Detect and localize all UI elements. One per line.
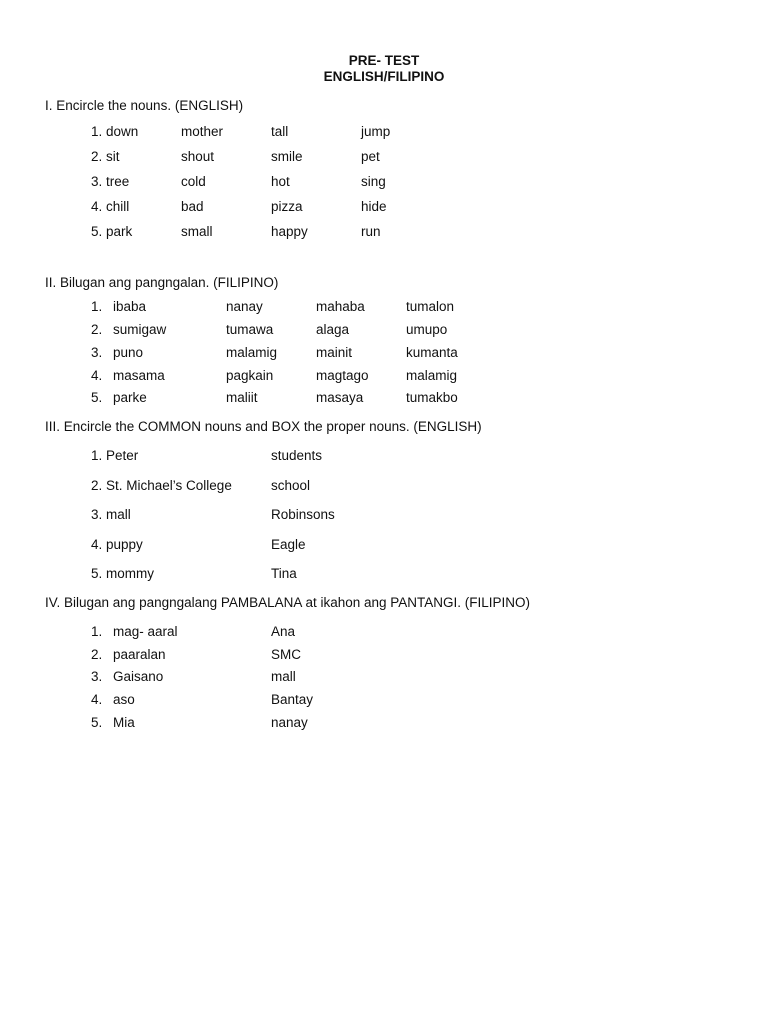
word: happy bbox=[271, 224, 308, 239]
word: Bantay bbox=[271, 692, 314, 707]
word: bad bbox=[181, 199, 204, 214]
word: shout bbox=[181, 149, 215, 164]
item-number: 3. bbox=[91, 345, 103, 360]
item-number: 1. bbox=[91, 624, 103, 639]
word: Mia bbox=[113, 715, 135, 730]
word: tumakbo bbox=[406, 390, 458, 405]
word: hide bbox=[361, 199, 387, 214]
item-number: 2. bbox=[91, 647, 103, 662]
word: school bbox=[271, 478, 311, 493]
word: maliit bbox=[226, 390, 258, 405]
word: 5. mommy bbox=[91, 566, 155, 581]
word: 3. mall bbox=[91, 507, 131, 522]
word: small bbox=[181, 224, 213, 239]
section-4-heading: IV. Bilugan ang pangngalang PAMBALANA at ikahon ang PANTANGI. (FILIPINO) bbox=[45, 595, 531, 610]
word: masaya bbox=[316, 390, 364, 405]
section-2-heading: II. Bilugan ang pangngalan. (FILIPINO) bbox=[45, 275, 279, 290]
word: 1. Peter bbox=[91, 448, 139, 463]
word: umupo bbox=[406, 322, 448, 337]
word: pagkain bbox=[226, 368, 274, 383]
word: smile bbox=[271, 149, 303, 164]
word: tumalon bbox=[406, 299, 455, 314]
word: 4. puppy bbox=[91, 537, 143, 552]
item-number: 4. bbox=[91, 692, 103, 707]
title-line-1: PRE- TEST bbox=[348, 53, 420, 68]
word: puno bbox=[113, 345, 144, 360]
item-number: 5. bbox=[91, 390, 103, 405]
word: 5. park bbox=[91, 224, 133, 239]
word: jump bbox=[361, 124, 391, 139]
word: Gaisano bbox=[113, 669, 164, 684]
section-3-heading: III. Encircle the COMMON nouns and BOX the proper nouns. (ENGLISH) bbox=[45, 419, 482, 434]
word: students bbox=[271, 448, 323, 463]
title-line-2: ENGLISH/FILIPINO bbox=[323, 69, 445, 84]
word: cold bbox=[181, 174, 206, 189]
word: parke bbox=[113, 390, 147, 405]
word: Ana bbox=[271, 624, 296, 639]
word: kumanta bbox=[406, 345, 458, 360]
word: malamig bbox=[406, 368, 458, 383]
word: 2. St. Michael’s College bbox=[91, 478, 232, 493]
word: mag- aaral bbox=[113, 624, 178, 639]
word: nanay bbox=[226, 299, 263, 314]
word: ibaba bbox=[113, 299, 147, 314]
word: Eagle bbox=[271, 537, 306, 552]
word: sumigaw bbox=[113, 322, 167, 337]
word: tall bbox=[271, 124, 289, 139]
word: paaralan bbox=[113, 647, 166, 662]
item-number: 5. bbox=[91, 715, 103, 730]
word: run bbox=[361, 224, 381, 239]
word: mother bbox=[181, 124, 224, 139]
word: mahaba bbox=[316, 299, 365, 314]
section-1-heading: I. Encircle the nouns. (ENGLISH) bbox=[45, 98, 244, 113]
word: 3. tree bbox=[91, 174, 130, 189]
word: masama bbox=[113, 368, 165, 383]
word: aso bbox=[113, 692, 135, 707]
word: hot bbox=[271, 174, 290, 189]
word: SMC bbox=[271, 647, 301, 662]
word: Tina bbox=[271, 566, 297, 581]
word: mainit bbox=[316, 345, 353, 360]
item-number: 3. bbox=[91, 669, 103, 684]
word: 2. sit bbox=[91, 149, 120, 164]
item-number: 4. bbox=[91, 368, 103, 383]
word: sing bbox=[361, 174, 386, 189]
word: tumawa bbox=[226, 322, 274, 337]
word: alaga bbox=[316, 322, 350, 337]
word: nanay bbox=[271, 715, 308, 730]
word: 4. chill bbox=[91, 199, 130, 214]
word: pizza bbox=[271, 199, 303, 214]
word: magtago bbox=[316, 368, 369, 383]
word: malamig bbox=[226, 345, 278, 360]
word: 1. down bbox=[91, 124, 139, 139]
item-number: 2. bbox=[91, 322, 103, 337]
item-number: 1. bbox=[91, 299, 103, 314]
word: mall bbox=[271, 669, 296, 684]
word: Robinsons bbox=[271, 507, 335, 522]
word: pet bbox=[361, 149, 380, 164]
